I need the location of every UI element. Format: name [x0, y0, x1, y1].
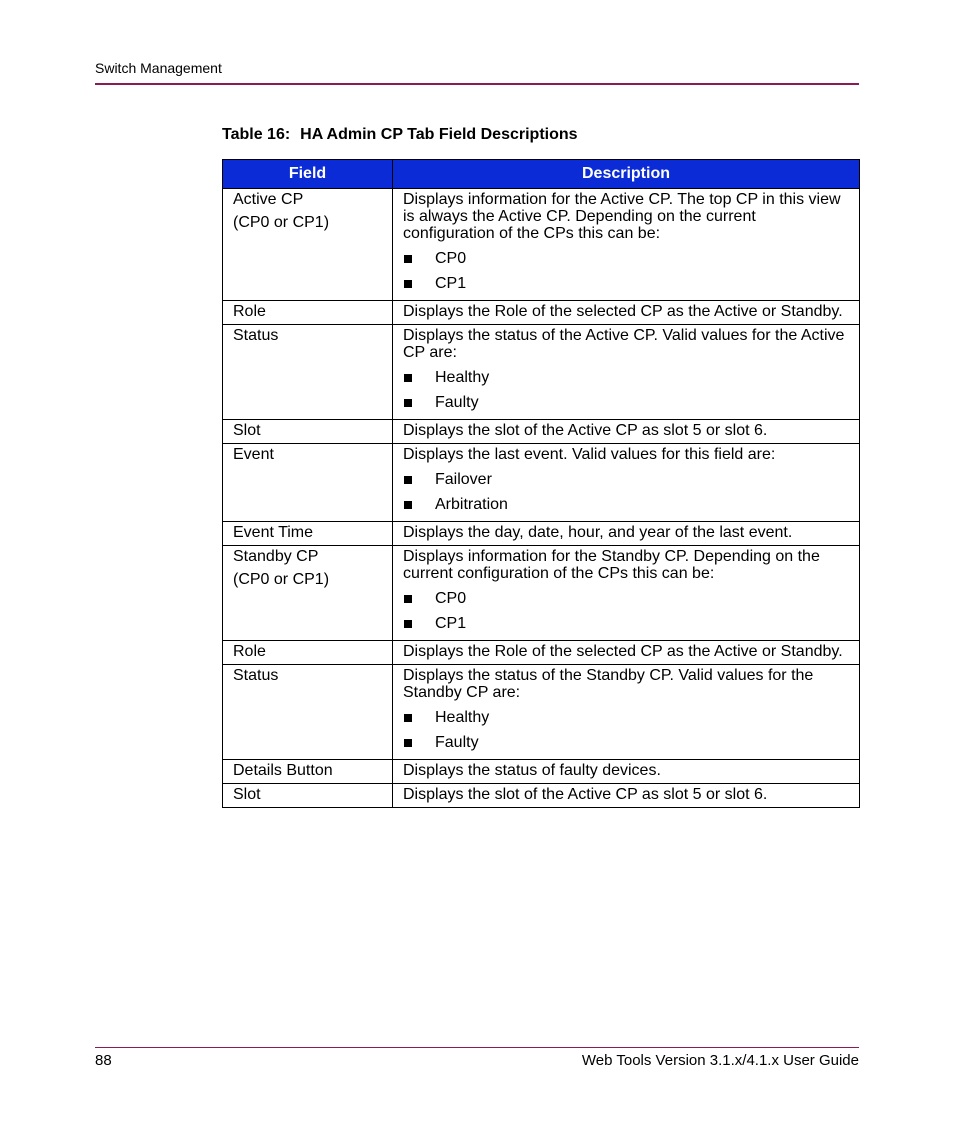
value-list	[403, 365, 851, 415]
list-item-text: CP1	[435, 275, 467, 292]
field-cell	[223, 444, 393, 522]
value-list	[403, 705, 851, 755]
document-title: Web Tools Version 3.1.x/4.1.x User Guide	[581, 1052, 859, 1069]
list-item-text: Healthy	[435, 369, 490, 386]
square-bullet-icon	[404, 620, 412, 628]
description-cell	[393, 325, 860, 420]
field-name: Active CP	[233, 191, 304, 208]
field-name: Slot	[233, 786, 261, 803]
field-name: Standby CP	[233, 548, 319, 565]
description-text: Displays information for the Standby CP. Depending on the current configuration of the CPs this can be:	[403, 548, 820, 582]
field-cell	[223, 301, 393, 325]
square-bullet-icon	[404, 476, 412, 484]
description-cell	[393, 189, 860, 301]
header-rule	[95, 83, 859, 85]
running-header: Switch Management	[95, 60, 222, 76]
table-row	[223, 665, 860, 760]
field-cell	[223, 522, 393, 546]
square-bullet-icon	[404, 255, 412, 263]
table-row	[223, 641, 860, 665]
table-row	[223, 546, 860, 641]
list-item-text: CP0	[435, 590, 467, 607]
field-subtitle: (CP0 or CP1)	[233, 214, 330, 231]
value-list	[403, 246, 851, 296]
description-text: Displays the Role of the selected CP as the Active or Standby.	[403, 303, 843, 320]
list-item-text: Arbitration	[435, 496, 508, 513]
field-cell	[223, 641, 393, 665]
list-item	[403, 586, 851, 611]
square-bullet-icon	[404, 501, 412, 509]
description-text: Displays the status of faulty devices.	[403, 762, 661, 779]
value-list	[403, 586, 851, 636]
field-cell	[223, 665, 393, 760]
description-text: Displays the status of the Standby CP. Valid values for the Standby CP are:	[403, 667, 814, 701]
table-row	[223, 189, 860, 301]
field-name: Role	[233, 303, 266, 320]
square-bullet-icon	[404, 399, 412, 407]
square-bullet-icon	[404, 595, 412, 603]
field-cell	[223, 189, 393, 301]
table-body	[223, 189, 860, 808]
table-row	[223, 420, 860, 444]
list-item	[403, 492, 851, 517]
description-cell	[393, 641, 860, 665]
description-cell	[393, 665, 860, 760]
field-cell	[223, 546, 393, 641]
list-item	[403, 611, 851, 636]
field-cell	[223, 325, 393, 420]
description-text: Displays the status of the Active CP. Valid values for the Active CP are:	[403, 327, 845, 361]
description-cell	[393, 522, 860, 546]
table-row	[223, 760, 860, 784]
caption-label: Table 16:	[222, 126, 291, 143]
column-header-description: Description	[393, 160, 860, 189]
field-cell	[223, 420, 393, 444]
table-row	[223, 301, 860, 325]
list-item-text: Faulty	[435, 394, 479, 411]
field-cell	[223, 784, 393, 808]
square-bullet-icon	[404, 739, 412, 747]
caption-title: HA Admin CP Tab Field Descriptions	[300, 126, 578, 143]
table-header-row	[223, 160, 860, 189]
description-text: Displays information for the Active CP. The top CP in this view is always the Active CP. Depending on the current configuration of the CPs this can be:	[403, 191, 841, 242]
square-bullet-icon	[404, 714, 412, 722]
list-item-text: Failover	[435, 471, 492, 488]
square-bullet-icon	[404, 280, 412, 288]
list-item	[403, 271, 851, 296]
value-list	[403, 467, 851, 517]
field-name: Event	[233, 446, 274, 463]
square-bullet-icon	[404, 374, 412, 382]
footer-rule	[95, 1047, 859, 1048]
field-cell	[223, 760, 393, 784]
field-descriptions-table	[222, 159, 860, 808]
column-header-field: Field	[223, 160, 393, 189]
description-cell	[393, 301, 860, 325]
field-name: Details Button	[233, 762, 333, 779]
list-item	[403, 390, 851, 415]
table-row	[223, 444, 860, 522]
list-item	[403, 467, 851, 492]
field-name: Status	[233, 667, 279, 684]
field-name: Status	[233, 327, 279, 344]
list-item-text: CP0	[435, 250, 467, 267]
list-item-text: Faulty	[435, 734, 479, 751]
description-cell	[393, 784, 860, 808]
description-text: Displays the Role of the selected CP as the Active or Standby.	[403, 643, 843, 660]
description-cell	[393, 444, 860, 522]
description-text: Displays the last event. Valid values for this field are:	[403, 446, 776, 463]
table-row	[223, 522, 860, 546]
description-text: Displays the slot of the Active CP as slot 5 or slot 6.	[403, 786, 768, 803]
description-text: Displays the slot of the Active CP as slot 5 or slot 6.	[403, 422, 768, 439]
list-item-text: CP1	[435, 615, 467, 632]
description-cell	[393, 546, 860, 641]
page-number: 88	[95, 1052, 112, 1069]
field-name: Slot	[233, 422, 261, 439]
description-text: Displays the day, date, hour, and year of the last event.	[403, 524, 793, 541]
list-item	[403, 246, 851, 271]
table-row	[223, 325, 860, 420]
list-item	[403, 730, 851, 755]
table-caption	[222, 126, 578, 144]
field-name: Role	[233, 643, 266, 660]
list-item-text: Healthy	[435, 709, 490, 726]
description-cell	[393, 760, 860, 784]
list-item	[403, 705, 851, 730]
list-item	[403, 365, 851, 390]
description-cell	[393, 420, 860, 444]
field-subtitle: (CP0 or CP1)	[233, 571, 330, 588]
field-name: Event Time	[233, 524, 314, 541]
table-row	[223, 784, 860, 808]
